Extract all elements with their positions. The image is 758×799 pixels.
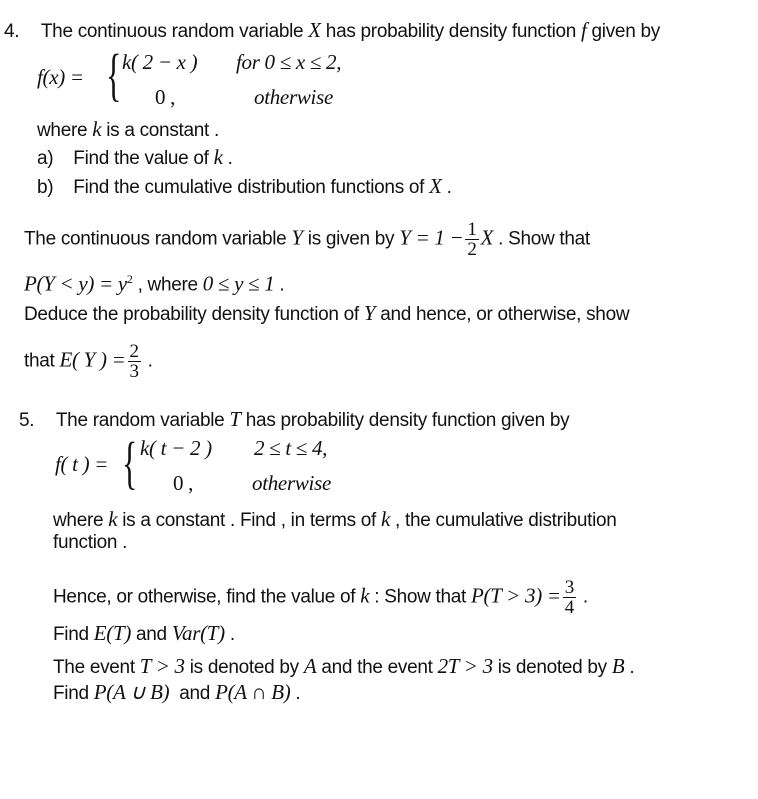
fraction-three-quarters: [563, 578, 576, 617]
math-expr: 2T > 3: [437, 654, 493, 678]
q5-find-prob: [53, 681, 300, 705]
text: given by: [586, 21, 660, 42]
math-expr: E( Y ) =: [59, 347, 126, 372]
text: Find the cumulative distribution functions of: [73, 177, 430, 198]
math-var: k: [108, 507, 118, 531]
text: .: [224, 624, 235, 645]
text: Deduce the probability density function of: [24, 304, 364, 325]
case2-cond: otherwise: [252, 471, 331, 495]
text: , the cumulative distribution: [390, 510, 617, 531]
text: is a constant .: [101, 120, 219, 141]
text: , where: [132, 274, 203, 296]
case1-cond: 2 ≤ t ≤ 4,: [254, 436, 328, 460]
math-var: Y: [363, 301, 376, 325]
case2-expr: 0 ,: [173, 471, 194, 495]
math-expr: P(T > 3) =: [471, 583, 561, 608]
q5-intro-line: [19, 408, 569, 432]
case1-expr: k( 2 − x ): [122, 50, 198, 74]
math-expr: P(Y < y) = y: [24, 271, 127, 296]
text: and: [169, 683, 216, 704]
math-var: Y: [291, 225, 303, 250]
math-expr: P(A ∪ B): [93, 680, 170, 704]
math-var: T: [229, 407, 241, 431]
text: and: [131, 624, 172, 645]
text: : Show that: [369, 586, 472, 608]
text: .: [441, 177, 452, 198]
fraction-two-thirds: [128, 342, 141, 381]
q5-where-continued: function .: [53, 532, 128, 553]
text: The event: [53, 657, 140, 678]
text: and the event: [316, 657, 438, 678]
q4-where: [37, 118, 219, 142]
denominator: 2: [467, 239, 477, 260]
math-expr: P(A ∩ B): [215, 680, 291, 704]
text: The random variable: [55, 410, 230, 431]
q4-number: 4.: [4, 21, 20, 42]
case2-cond: otherwise: [254, 85, 333, 109]
numerator: 1: [467, 219, 477, 240]
math-var: k: [92, 117, 102, 141]
case2-expr: 0 ,: [155, 85, 176, 109]
text: is denoted by: [184, 657, 304, 678]
math-var: B: [611, 654, 625, 678]
q4-ey-line: [24, 342, 153, 381]
text: The continuous random variable: [24, 228, 292, 250]
text: .: [290, 683, 301, 704]
text: .: [222, 148, 233, 169]
math-var: k: [360, 583, 370, 608]
math-expr: 0 ≤ y ≤ 1: [202, 271, 275, 296]
case1-expr: k( t − 2 ): [140, 436, 212, 460]
text: that: [24, 350, 60, 372]
q5-event-line: [53, 655, 634, 679]
text: where: [37, 120, 93, 141]
ft-label: f( t ) =: [55, 452, 109, 476]
q5-hence: [53, 578, 588, 617]
text: has probability density function: [320, 21, 582, 42]
q4-y-intro: [24, 220, 590, 259]
math-var: f: [581, 18, 587, 42]
part-label: b): [37, 177, 54, 198]
numerator: 3: [564, 577, 574, 598]
case1-cond: for 0 ≤ x ≤ 2,: [236, 50, 342, 74]
q4-intro-line: [4, 19, 660, 43]
q4-deduce: [24, 302, 629, 326]
text: Find: [53, 624, 94, 645]
math-var: X: [308, 18, 321, 42]
q5-find-e-var: [53, 622, 235, 646]
text: .: [624, 657, 635, 678]
text: has probability density function given by: [240, 410, 570, 431]
exponent: 2: [126, 272, 133, 286]
math-var: A: [303, 654, 317, 678]
math-expr: Y = 1 −: [399, 225, 464, 250]
text: is denoted by: [492, 657, 612, 678]
text: is a constant . Find , in terms of: [117, 510, 382, 531]
denominator: 3: [129, 361, 139, 382]
q4-py-line: [24, 268, 284, 296]
q5-where: [53, 508, 617, 532]
math-expr: E(T): [93, 621, 132, 645]
left-brace: {: [122, 430, 138, 495]
math-var: k: [381, 507, 391, 531]
math-expr: Var(T): [171, 621, 225, 645]
text: where: [53, 510, 109, 531]
fx-label: f(x) =: [37, 65, 84, 89]
text: . Show that: [493, 228, 590, 250]
text: Hence, or otherwise, find the value of: [53, 586, 361, 608]
q4-part-b: [37, 175, 452, 199]
q4-part-a: [37, 146, 233, 170]
text: and hence, or otherwise, show: [375, 304, 630, 325]
math-var: k: [213, 145, 223, 169]
numerator: 2: [129, 341, 139, 362]
left-brace: {: [106, 42, 122, 107]
text: .: [274, 274, 285, 296]
text: Find: [53, 683, 94, 704]
text: .: [142, 350, 153, 372]
text: is given by: [302, 228, 400, 250]
math-expr: T > 3: [139, 654, 185, 678]
text: Find the value of: [73, 148, 214, 169]
part-label: a): [37, 148, 54, 169]
q5-number: 5.: [19, 410, 35, 431]
text: The continuous random variable: [40, 21, 309, 42]
fraction-one-half: [465, 220, 478, 259]
denominator: 4: [564, 597, 574, 618]
text: .: [577, 586, 588, 608]
math-var: X: [480, 225, 494, 250]
math-var: X: [429, 174, 442, 198]
